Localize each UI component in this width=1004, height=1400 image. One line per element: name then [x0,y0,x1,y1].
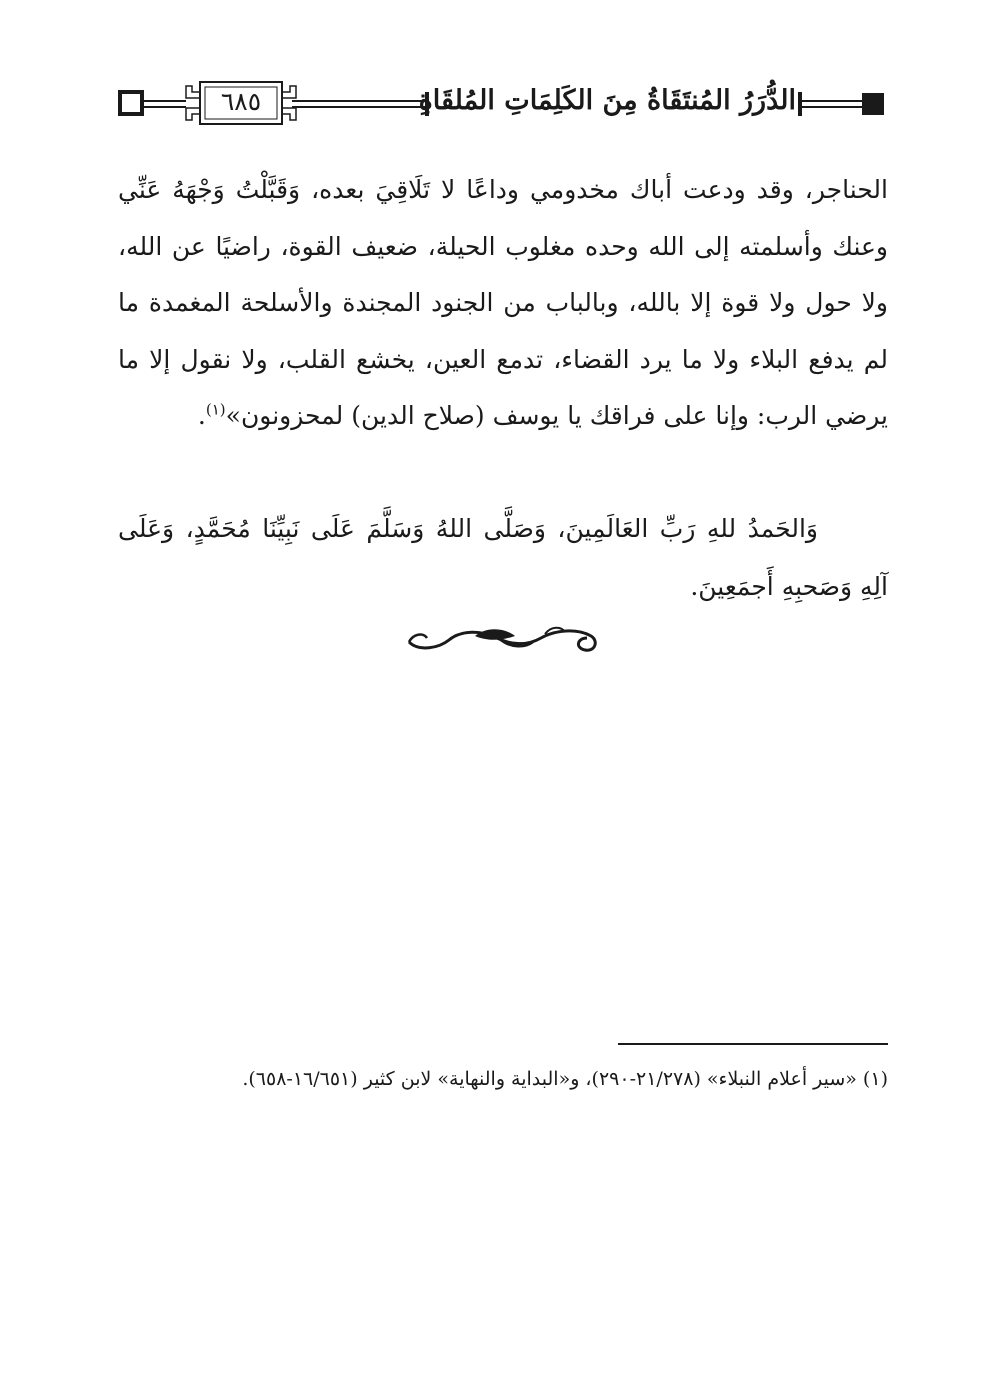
page-number: ٦٨٥ [220,87,262,116]
footnote [118,1062,888,1096]
main-text [118,162,888,445]
floral-divider-icon [405,618,601,662]
header-frame-icon [0,0,1004,150]
paragraph-text: الحناجر، وقد ودعت أباك مخدومي وداعًا لا تَلَاقِيَ بعده، وَقَبَّلْتُ وَجْهَهُ عَنِّي وعنك وأسلمته إلى الله وحده مغلوب الحيلة، ضعيف القوة، راضيًا عن الله، ولا حول ولا قوة إلا بالله، وبالباب من الجنود المجندة والأسلحة المغمدة ما لم يدفع البلاء ولا ما يرد القضاء، تدمع العين، يخشع القلب، ولا نقول إلا ما يرضي الرب: وإنا على فراقك يا يوسف (صلاح الدين) لمحزونون» [118,175,888,430]
footnote-divider [618,1043,888,1045]
page-header [0,0,1004,150]
text-paragraph [118,162,888,445]
closing-paragraph: وَالحَمدُ للهِ رَبِّ العَالَمِينَ، وَصَلَّى اللهُ وَسَلَّمَ عَلَى نَبِيِّنَا مُحَمَّدٍ، وَعَلَى آلِهِ وَصَحبِهِ أَجمَعِينَ. [118,514,888,601]
closing-text [118,500,888,616]
book-title: الدُّرَرُ المُنتَقَاةُ مِنَ الكَلِمَاتِ المُلقَاةِ [418,85,796,116]
footnote-text: (١) «سير أعلام النبلاء» (٢١/٢٧٨-٢٩٠)، و«البداية والنهاية» لابن كثير (١٦/٦٥١-٦٥٨). [242,1068,888,1090]
paragraph-end: . [197,401,206,430]
footnote-reference: (١) [205,400,226,419]
